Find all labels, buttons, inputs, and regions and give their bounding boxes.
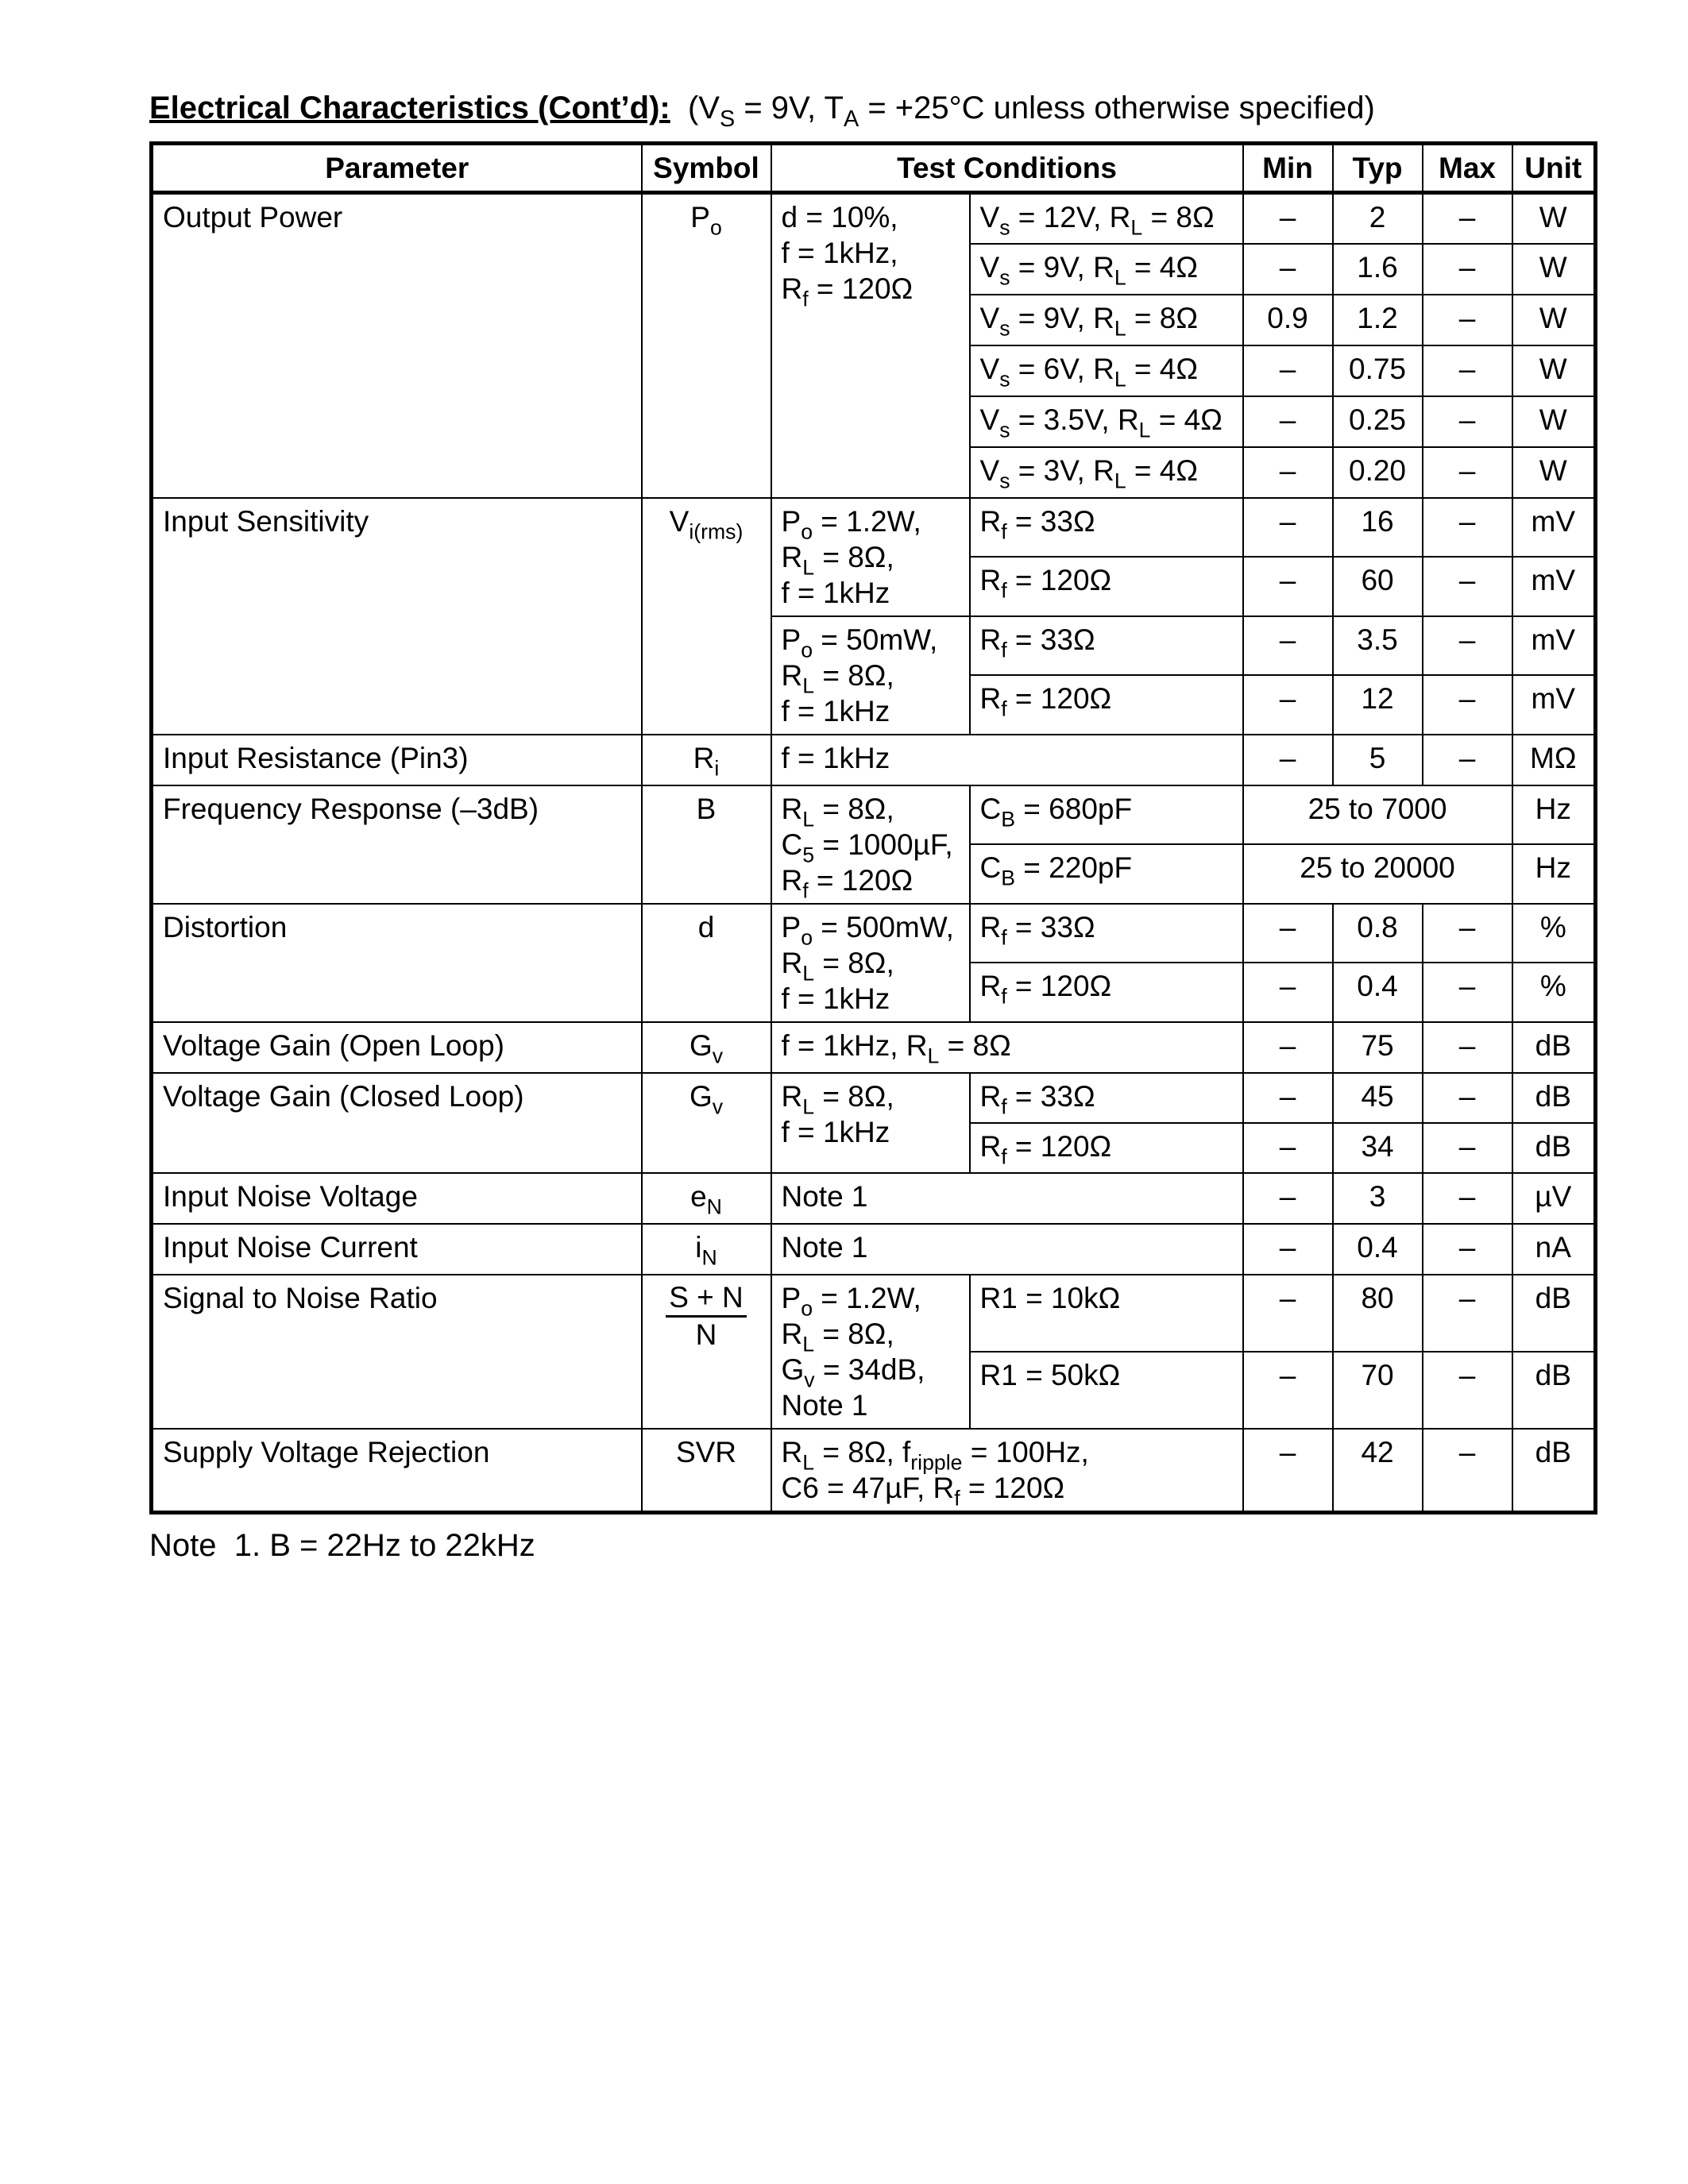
min-value: – bbox=[1243, 963, 1333, 1022]
heading-conditions: ($V_S = 9V$, $T_A = +25^\circ C$ unless otherwise specified) bbox=[687, 91, 1375, 133]
cond-noise-voltage: Note 1 bbox=[771, 1173, 1243, 1224]
min-value: – bbox=[1243, 1123, 1333, 1173]
table-row bbox=[152, 785, 1596, 845]
param-gain-closed: Voltage Gain (Closed Loop) bbox=[152, 1073, 642, 1173]
max-value: – bbox=[1423, 616, 1512, 676]
unit-value: % bbox=[1512, 904, 1596, 963]
cond-sub: $R_f = 120\Omega$ bbox=[970, 1123, 1243, 1173]
table-row bbox=[152, 735, 1596, 785]
cond-input-sensitivity-1: $P_o = 1.2W$, $R_L = 8\Omega$, f = 1kHz bbox=[771, 498, 970, 616]
table-row bbox=[152, 904, 1596, 963]
typ-value: 0.20 bbox=[1333, 447, 1423, 498]
typ-value: 42 bbox=[1333, 1429, 1423, 1513]
unit-value: dB bbox=[1512, 1275, 1596, 1352]
unit-value: dB bbox=[1512, 1123, 1596, 1173]
unit-value: W bbox=[1512, 244, 1596, 295]
param-input-sensitivity: Input Sensitivity bbox=[152, 498, 642, 735]
min-value: – bbox=[1243, 616, 1333, 676]
header-unit: Unit bbox=[1512, 144, 1596, 193]
min-value: – bbox=[1243, 193, 1333, 244]
unit-value: mV bbox=[1512, 498, 1596, 558]
unit-value: mV bbox=[1512, 675, 1596, 735]
cond-sub: $V_s = 3V$, $R_L = 4\Omega$ bbox=[970, 447, 1243, 498]
symbol-frequency-response: B bbox=[642, 785, 771, 904]
max-value: – bbox=[1423, 345, 1512, 396]
cond-snr: $P_o = 1.2W$, $R_L = 8\Omega$, $G_v = 34dB$, Note 1 bbox=[771, 1275, 970, 1429]
min-value: – bbox=[1243, 675, 1333, 735]
param-noise-voltage: Input Noise Voltage bbox=[152, 1173, 642, 1224]
unit-value: Hz bbox=[1512, 785, 1596, 845]
symbol-gain-closed: $G_v$ bbox=[642, 1073, 771, 1173]
cond-input-resistance: f = 1kHz bbox=[771, 735, 1243, 785]
param-gain-open: Voltage Gain (Open Loop) bbox=[152, 1022, 642, 1073]
cond-svr: $R_L = 8\Omega$, $f_{ripple} = 100Hz$, C6 = 47µF, $R_f = 120\Omega$ bbox=[771, 1429, 1243, 1513]
range-value: 25 to 7000 bbox=[1243, 785, 1512, 845]
table-row bbox=[152, 498, 1596, 558]
cond-sub: $V_s = 6V$, $R_L = 4\Omega$ bbox=[970, 345, 1243, 396]
max-value: – bbox=[1423, 904, 1512, 963]
unit-value: W bbox=[1512, 345, 1596, 396]
unit-value: W bbox=[1512, 295, 1596, 345]
max-value: – bbox=[1423, 1275, 1512, 1352]
max-value: – bbox=[1423, 447, 1512, 498]
unit-value: MΩ bbox=[1512, 735, 1596, 785]
typ-value: 60 bbox=[1333, 557, 1423, 616]
param-noise-current: Input Noise Current bbox=[152, 1224, 642, 1275]
max-value: – bbox=[1423, 557, 1512, 616]
min-value: – bbox=[1243, 447, 1333, 498]
table-row bbox=[152, 1224, 1596, 1275]
typ-value: 3.5 bbox=[1333, 616, 1423, 676]
max-value: – bbox=[1423, 193, 1512, 244]
symbol-noise-voltage: $e_N$ bbox=[642, 1173, 771, 1224]
symbol-input-sensitivity: $V_{i(rms)}$ bbox=[642, 498, 771, 735]
range-value: 25 to 20000 bbox=[1243, 844, 1512, 904]
unit-value: W bbox=[1512, 193, 1596, 244]
unit-value: W bbox=[1512, 396, 1596, 447]
footnote: Note 1. B = 22Hz to 22kHz bbox=[149, 1528, 535, 1563]
cond-sub: $R_f = 33\Omega$ bbox=[970, 1073, 1243, 1123]
typ-value: 2 bbox=[1333, 193, 1423, 244]
symbol-distortion: d bbox=[642, 904, 771, 1022]
max-value: – bbox=[1423, 963, 1512, 1022]
cond-sub: R1 = 50kΩ bbox=[970, 1352, 1243, 1429]
min-value: – bbox=[1243, 735, 1333, 785]
cond-sub: $R_f = 120\Omega$ bbox=[970, 963, 1243, 1022]
header-test-conditions: Test Conditions bbox=[771, 144, 1243, 193]
max-value: – bbox=[1423, 1352, 1512, 1429]
symbol-input-resistance: $R_i$ bbox=[642, 735, 771, 785]
cond-output-power: d = 10%, f = 1kHz, $R_f = 120\Omega$ bbox=[771, 193, 970, 498]
heading-title: Electrical Characteristics (Cont’d): bbox=[149, 91, 670, 125]
max-value: – bbox=[1423, 396, 1512, 447]
max-value: – bbox=[1423, 1022, 1512, 1073]
unit-value: mV bbox=[1512, 616, 1596, 676]
cond-frequency-response: $R_L = 8\Omega$, $C_5 = 1000\mu F$, $R_f = 120\Omega$ bbox=[771, 785, 970, 904]
min-value: – bbox=[1243, 1022, 1333, 1073]
param-frequency-response: Frequency Response (–3dB) bbox=[152, 785, 642, 904]
cond-sub: $C_B = 220pF$ bbox=[970, 844, 1243, 904]
unit-value: Hz bbox=[1512, 844, 1596, 904]
typ-value: 80 bbox=[1333, 1275, 1423, 1352]
max-value: – bbox=[1423, 675, 1512, 735]
min-value: – bbox=[1243, 1275, 1333, 1352]
header-max: Max bbox=[1423, 144, 1512, 193]
cond-sub: $C_B = 680pF$ bbox=[970, 785, 1243, 845]
typ-value: 12 bbox=[1333, 675, 1423, 735]
table-row bbox=[152, 1275, 1596, 1352]
cond-input-sensitivity-2: $P_o = 50mW$, $R_L = 8\Omega$, f = 1kHz bbox=[771, 616, 970, 735]
typ-value: 0.25 bbox=[1333, 396, 1423, 447]
table-row bbox=[152, 1022, 1596, 1073]
unit-value: mV bbox=[1512, 557, 1596, 616]
symbol-noise-current: $i_N$ bbox=[642, 1224, 771, 1275]
min-value: – bbox=[1243, 1073, 1333, 1123]
cond-sub: $R_f = 33\Omega$ bbox=[970, 616, 1243, 676]
header-min: Min bbox=[1243, 144, 1333, 193]
table-row bbox=[152, 1429, 1596, 1513]
unit-value: % bbox=[1512, 963, 1596, 1022]
cond-sub: $R_f = 120\Omega$ bbox=[970, 675, 1243, 735]
header-row bbox=[152, 144, 1596, 193]
param-output-power: Output Power bbox=[152, 193, 642, 498]
cond-sub: $R_f = 33\Omega$ bbox=[970, 904, 1243, 963]
min-value: – bbox=[1243, 244, 1333, 295]
unit-value: dB bbox=[1512, 1022, 1596, 1073]
cond-sub: $R_f = 33\Omega$ bbox=[970, 498, 1243, 558]
cond-sub: $R_f = 120\Omega$ bbox=[970, 557, 1243, 616]
table-row bbox=[152, 193, 1596, 244]
typ-value: 16 bbox=[1333, 498, 1423, 558]
min-value: – bbox=[1243, 1352, 1333, 1429]
typ-value: 0.4 bbox=[1333, 963, 1423, 1022]
max-value: – bbox=[1423, 1173, 1512, 1224]
param-svr: Supply Voltage Rejection bbox=[152, 1429, 642, 1513]
symbol-svr: SVR bbox=[642, 1429, 771, 1513]
unit-value: dB bbox=[1512, 1352, 1596, 1429]
cond-distortion: $P_o = 500mW$, $R_L = 8\Omega$, f = 1kHz bbox=[771, 904, 970, 1022]
header-parameter: Parameter bbox=[152, 144, 642, 193]
cond-sub: $V_s = 9V$, $R_L = 4\Omega$ bbox=[970, 244, 1243, 295]
typ-value: 0.8 bbox=[1333, 904, 1423, 963]
symbol-output-power: $P_o$ bbox=[642, 193, 771, 498]
typ-value: 3 bbox=[1333, 1173, 1423, 1224]
unit-value: dB bbox=[1512, 1429, 1596, 1513]
min-value: – bbox=[1243, 345, 1333, 396]
typ-value: 1.6 bbox=[1333, 244, 1423, 295]
min-value: – bbox=[1243, 1429, 1333, 1513]
table-row bbox=[152, 1073, 1596, 1123]
max-value: – bbox=[1423, 735, 1512, 785]
unit-value: nA bbox=[1512, 1224, 1596, 1275]
typ-value: 5 bbox=[1333, 735, 1423, 785]
min-value: 0.9 bbox=[1243, 295, 1333, 345]
unit-value: dB bbox=[1512, 1073, 1596, 1123]
typ-value: 1.2 bbox=[1333, 295, 1423, 345]
section-heading bbox=[149, 89, 1375, 133]
typ-value: 0.4 bbox=[1333, 1224, 1423, 1275]
cond-sub: $V_s = 3.5V$, $R_L = 4\Omega$ bbox=[970, 396, 1243, 447]
cond-noise-current: Note 1 bbox=[771, 1224, 1243, 1275]
cond-gain-closed: $R_L = 8\Omega$, f = 1kHz bbox=[771, 1073, 970, 1173]
min-value: – bbox=[1243, 904, 1333, 963]
min-value: – bbox=[1243, 396, 1333, 447]
max-value: – bbox=[1423, 1429, 1512, 1513]
cond-sub: $V_s = 9V$, $R_L = 8\Omega$ bbox=[970, 295, 1243, 345]
table-row bbox=[152, 1173, 1596, 1224]
typ-value: 75 bbox=[1333, 1022, 1423, 1073]
snr-fraction: $\frac{S + N}{N}$ bbox=[666, 1280, 747, 1352]
max-value: – bbox=[1423, 498, 1512, 558]
cond-sub: $V_s = 12V$, $R_L = 8\Omega$ bbox=[970, 193, 1243, 244]
unit-value: W bbox=[1512, 447, 1596, 498]
header-symbol: Symbol bbox=[642, 144, 771, 193]
typ-value: 0.75 bbox=[1333, 345, 1423, 396]
min-value: – bbox=[1243, 1173, 1333, 1224]
max-value: – bbox=[1423, 295, 1512, 345]
unit-value: µV bbox=[1512, 1173, 1596, 1224]
max-value: – bbox=[1423, 1073, 1512, 1123]
typ-value: 34 bbox=[1333, 1123, 1423, 1173]
typ-value: 45 bbox=[1333, 1073, 1423, 1123]
header-typ: Typ bbox=[1333, 144, 1423, 193]
cond-sub: R1 = 10kΩ bbox=[970, 1275, 1243, 1352]
electrical-characteristics-table bbox=[149, 141, 1597, 1515]
cond-gain-open: f = 1kHz, $R_L = 8\Omega$ bbox=[771, 1022, 1243, 1073]
min-value: – bbox=[1243, 498, 1333, 558]
param-snr: Signal to Noise Ratio bbox=[152, 1275, 642, 1429]
symbol-gain-open: $G_v$ bbox=[642, 1022, 771, 1073]
max-value: – bbox=[1423, 244, 1512, 295]
param-distortion: Distortion bbox=[152, 904, 642, 1022]
min-value: – bbox=[1243, 1224, 1333, 1275]
param-input-resistance: Input Resistance (Pin3) bbox=[152, 735, 642, 785]
max-value: – bbox=[1423, 1123, 1512, 1173]
min-value: – bbox=[1243, 557, 1333, 616]
max-value: – bbox=[1423, 1224, 1512, 1275]
typ-value: 70 bbox=[1333, 1352, 1423, 1429]
symbol-snr bbox=[642, 1275, 771, 1429]
